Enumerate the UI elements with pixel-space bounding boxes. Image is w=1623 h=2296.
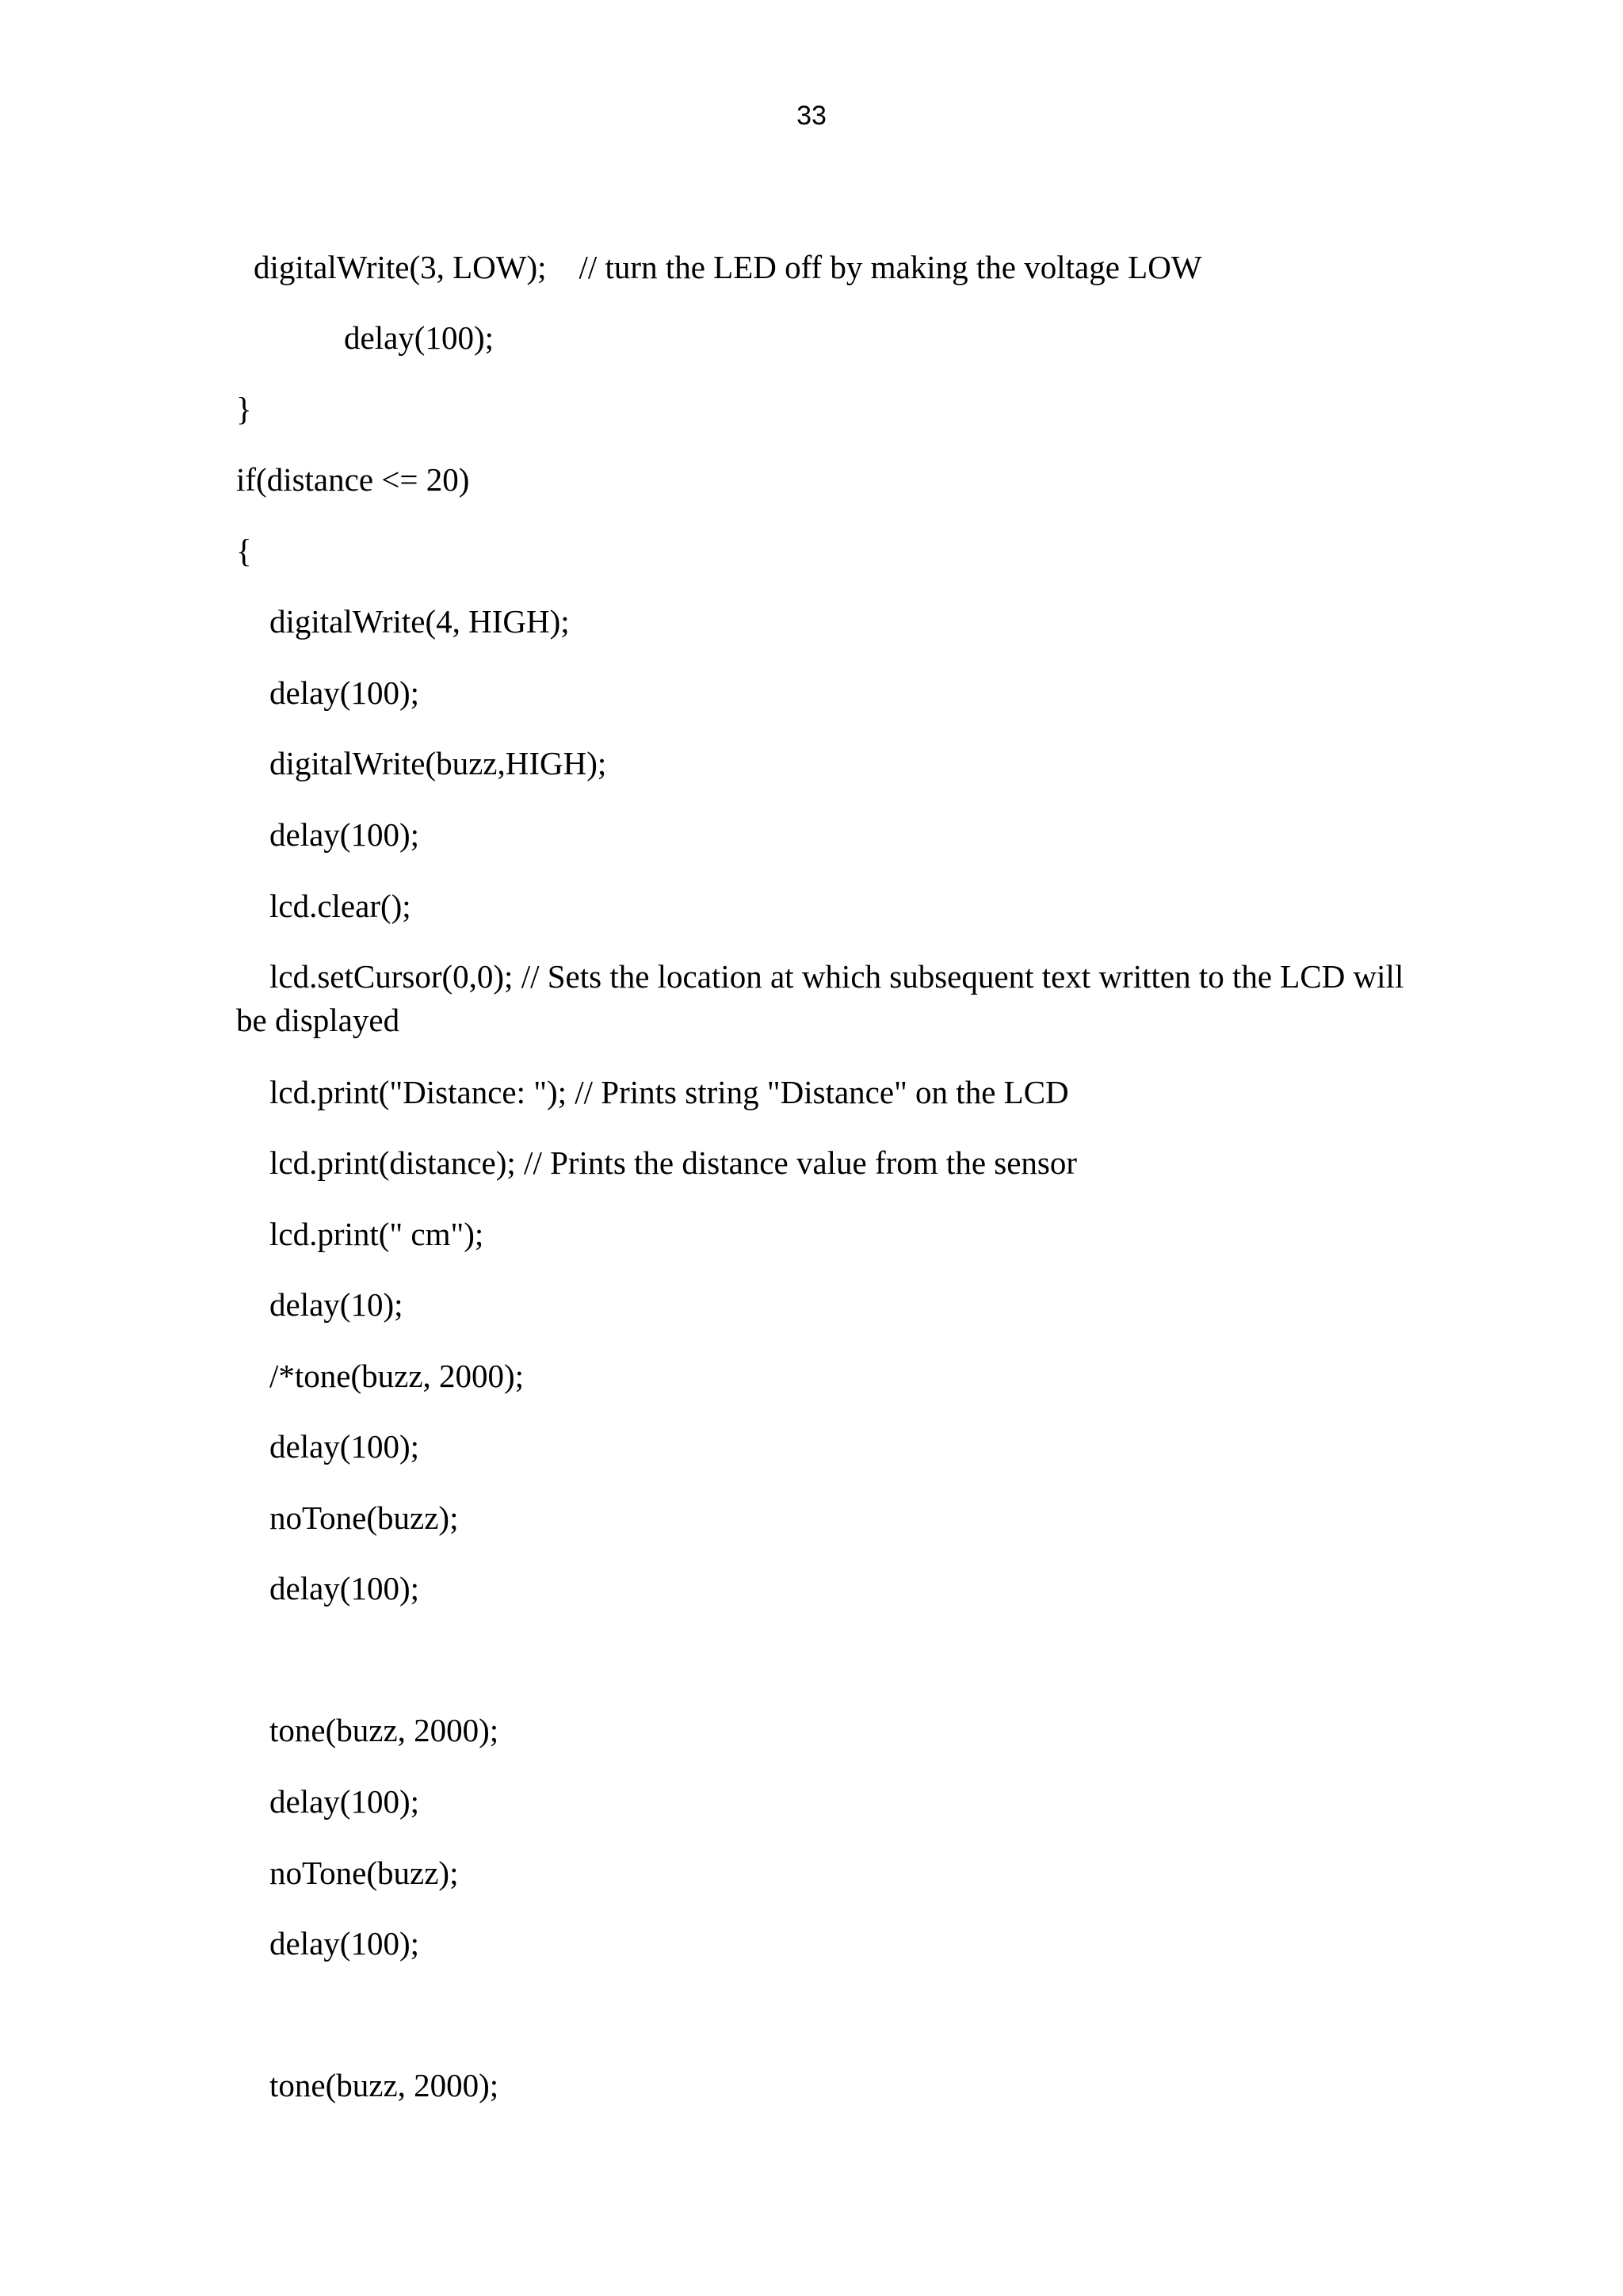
code-line-14: lcd.print(distance); // Prints the distance value from the sensor <box>269 1144 1078 1181</box>
code-line-17: /*tone(buzz, 2000); <box>269 1358 525 1394</box>
code-line-22: delay(100); <box>269 1783 419 1820</box>
code-line-13: lcd.print("Distance: "); // Prints string "Distance" on the LCD <box>269 1074 1069 1110</box>
code-line-8: digitalWrite(buzz,HIGH); <box>269 745 607 781</box>
code-line-5: { <box>236 533 252 569</box>
code-line-25: tone(buzz, 2000); <box>269 2067 499 2103</box>
code-line-7: delay(100); <box>269 674 419 711</box>
code-line-1: digitalWrite(3, LOW); // turn the LED off by making the voltage LOW <box>254 249 1202 285</box>
code-line-24: delay(100); <box>269 1925 419 1962</box>
page-number: 33 <box>796 101 827 131</box>
code-line-6: digitalWrite(4, HIGH); <box>269 603 570 640</box>
code-line-18: delay(100); <box>269 1428 419 1465</box>
code-line-21: tone(buzz, 2000); <box>269 1712 499 1748</box>
code-line-3: } <box>236 391 252 427</box>
code-line-15: lcd.print(" cm"); <box>269 1216 484 1252</box>
code-line-9: delay(100); <box>269 816 419 853</box>
code-line-11: lcd.setCursor(0,0); // Sets the location at which subsequent text written to the LCD will <box>269 958 1404 995</box>
code-line-20: delay(100); <box>269 1570 419 1606</box>
code-line-10: lcd.clear(); <box>269 888 411 924</box>
code-line-12: be displayed <box>236 1002 400 1038</box>
code-line-23: noTone(buzz); <box>269 1855 459 1891</box>
code-line-16: delay(10); <box>269 1286 403 1323</box>
code-line-2: delay(100); <box>344 319 494 356</box>
code-line-4: if(distance <= 20) <box>236 461 470 498</box>
code-line-19: noTone(buzz); <box>269 1499 459 1536</box>
